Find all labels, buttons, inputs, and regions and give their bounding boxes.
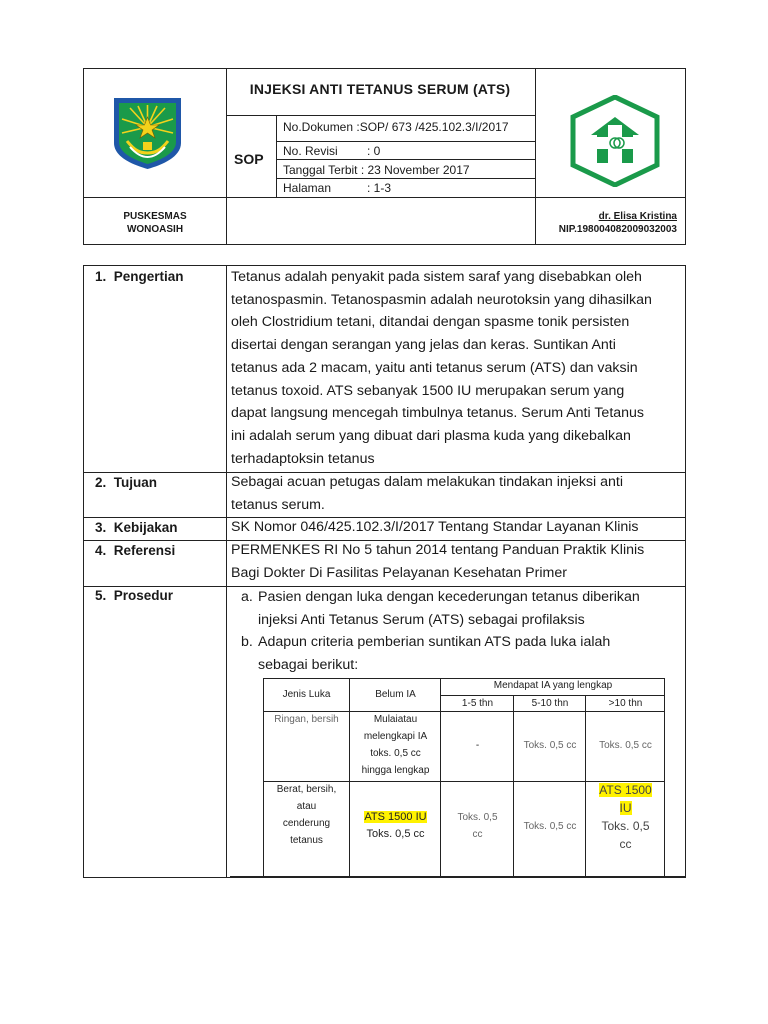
highlighted-value: IU xyxy=(619,801,632,815)
no-revisi-label: No. Revisi xyxy=(283,144,338,158)
table-cell: Mulaiatau melengkapi IA toks. 0,5 cc hingga lengkap xyxy=(361,714,430,776)
organization-line-1: PUSKESMAS xyxy=(123,211,187,222)
sub-col-header: 1-5 thn xyxy=(461,698,494,709)
signer-nip: NIP.198004082009032003 xyxy=(558,224,677,235)
table-cell: Ringan, bersih xyxy=(274,714,339,725)
halaman-value: : 1-3 xyxy=(367,181,392,195)
tanggal-terbit: Tanggal Terbit : 23 November 2017 xyxy=(283,163,470,177)
header-divider xyxy=(535,69,536,244)
sop-label: SOP xyxy=(234,151,264,167)
table-cell: Toks. 0,5 cc xyxy=(523,740,577,751)
header-divider xyxy=(84,197,685,198)
header-divider xyxy=(226,115,535,116)
halaman-row xyxy=(283,181,391,195)
table-cell: ATS 1500 IU Toks. 0,5 cc xyxy=(364,811,427,840)
table-cell: ATS 1500 IU Toks. 0,5 cc xyxy=(599,783,652,851)
organization-name xyxy=(84,210,226,236)
organization-line-2: WONOASIH xyxy=(126,224,184,235)
header-divider xyxy=(276,115,277,197)
section-pengertian-text: Tetanus adalah penyakit pada sistem saraf yang disebabkan oleh tetanospasmin. Tetanospasmin adalah neurotoksin yang dihasilkan oleh Clostridium tetani, ditandai dengan spasme tonik persisten disertai dengan serangan yang jelas dan keras. Suntikan Anti tetanus ada 2 macam, yaitu anti tetanus serum (ATS) dan vaksin tetanus toxoid. ATS sebanyak 1500 IU merupakan serum yang dapat langsung mencegah timbulnya tetanus. Serum Anti Tetanus ini adalah serum yang dibuat dari plasma kuda yang dikebalkan terhadaptoksin tetanus xyxy=(231,269,652,467)
halaman-label: Halaman xyxy=(283,181,332,195)
col-header-belum-ia: Belum IA xyxy=(375,689,416,700)
sub-col-header: >10 thn xyxy=(608,698,643,709)
signer-block xyxy=(559,210,677,236)
section-kebijakan-heading: 3. Kebijakan xyxy=(95,520,178,535)
col-header-mendapat-ia: Mendapat IA yang lengkap xyxy=(493,680,613,691)
no-dokumen-label: No.Dokumen xyxy=(283,120,354,134)
section-kebijakan-text: SK Nomor 046/425.102.3/I/2017 Tentang Standar Layanan Klinis xyxy=(231,519,639,535)
highlighted-value: ATS 1500 xyxy=(599,783,652,797)
highlighted-value: ATS 1500 IU xyxy=(364,811,427,823)
section-referensi-text: PERMENKES RI No 5 tahun 2014 tentang Panduan Praktik Klinis Bagi Dokter Di Fasilitas Pelayanan Kesehatan Primer xyxy=(231,542,645,581)
list-item: b. Adapun criteria pemberian suntikan ATS pada luka ialah sebagai berikut: xyxy=(241,634,611,674)
document-title: INJEKSI ANTI TETANUS SERUM (ATS) xyxy=(249,81,511,97)
header-divider xyxy=(276,141,535,142)
table-cell: - xyxy=(475,740,480,751)
table-cell: Toks. 0,5 cc xyxy=(523,821,577,832)
sub-col-header: 5-10 thn xyxy=(531,698,569,709)
list-item: a. Pasien dengan luka dengan kecederungan tetanus diberikan injeksi Anti Tetanus Serum (ATS) sebagai profilaksis xyxy=(241,589,640,628)
header-divider xyxy=(276,159,535,160)
table-cell: Berat, bersih, atau cenderung tetanus xyxy=(276,784,337,846)
section-referensi-heading: 4. Referensi xyxy=(95,543,176,558)
section-prosedur-heading: 5. Prosedur xyxy=(95,588,174,603)
no-revisi-row xyxy=(283,144,380,158)
sop-header-block xyxy=(83,68,686,245)
no-dokumen-row xyxy=(283,120,509,134)
col-header-jenis-luka: Jenis Luka xyxy=(282,689,331,700)
no-revisi-value: : 0 xyxy=(367,144,381,158)
signer-name: dr. Elisa Kristina xyxy=(598,211,677,222)
puskesmas-logo-icon xyxy=(569,95,661,187)
table-cell: Toks. 0,5 cc xyxy=(457,812,498,840)
no-dokumen-value: :SOP/ 673 /425.102.3/I/2017 xyxy=(356,120,509,134)
section-tujuan-heading: 2. Tujuan xyxy=(95,475,158,490)
body-column-divider xyxy=(226,266,227,877)
regency-crest-icon xyxy=(110,95,185,170)
section-pengertian-heading: 1. Pengertian xyxy=(95,269,184,284)
section-prosedur-list xyxy=(231,586,680,677)
table-cell: Toks. 0,5 cc xyxy=(599,740,652,751)
section-tujuan-text: Sebagai acuan petugas dalam melakukan tindakan injeksi anti tetanus serum. xyxy=(231,474,623,513)
header-divider xyxy=(276,178,535,179)
